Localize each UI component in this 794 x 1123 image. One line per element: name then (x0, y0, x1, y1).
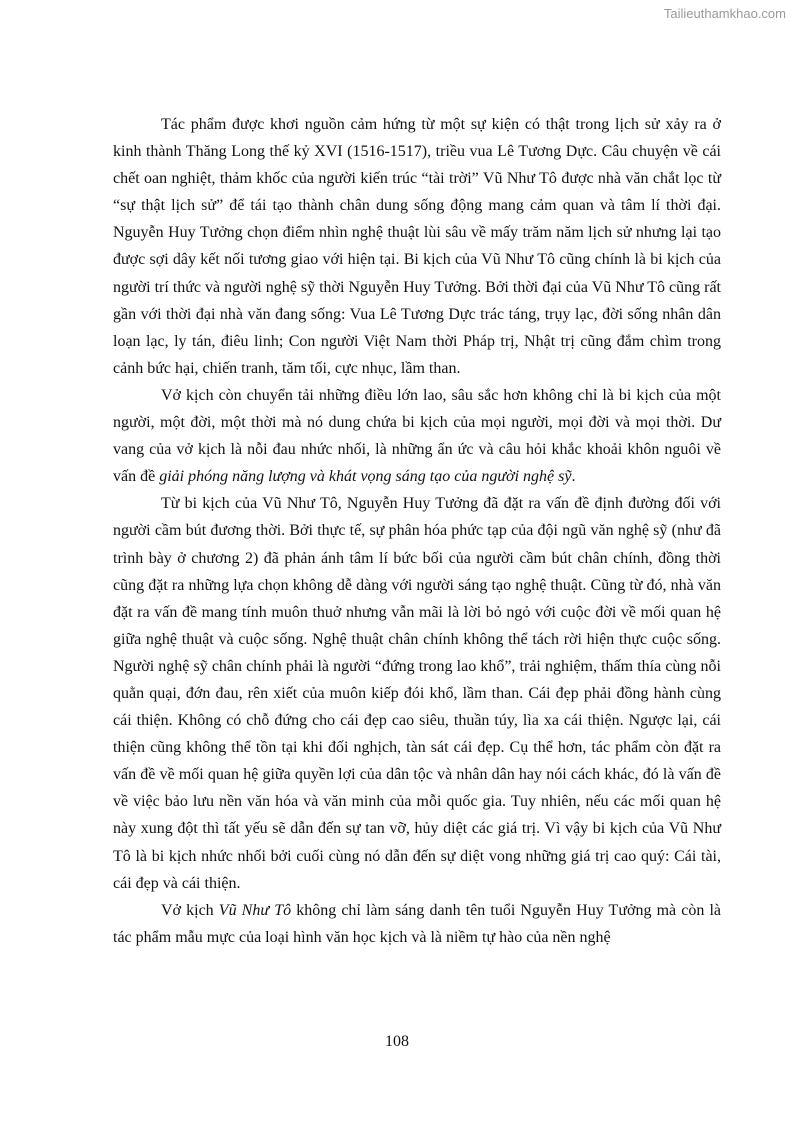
document-body (113, 111, 721, 951)
italic-text-segment: Vũ Như Tô (218, 901, 292, 919)
text-segment: Vở kịch còn chuyển tải những điều lớn lao, sâu sắc hơn không chỉ là bi kịch của một người, một đời, một thời mà nó dung chứa bi kịch của mọi người, mọi đời và mọi thời. Dư vang của vở kịch là nỗi đau nhức nhối, là những ẩn ức và câu hỏi khắc khoải khôn nguôi về vấn đề (113, 386, 721, 486)
paragraph (113, 382, 721, 490)
paragraph (113, 897, 721, 951)
page-number: 108 (385, 1033, 409, 1050)
paragraph (113, 490, 721, 896)
text-segment: Tác phẩm được khơi nguồn cảm hứng từ một sự kiện có thật trong lịch sử xảy ra ở kinh thành Thăng Long thế kỷ XVI (1516-1517), triều vua Lê Tương Dực. Câu chuyện về cái chết oan nghiệt, thảm khốc của người kiến trúc “tài trời” Vũ Như Tô được nhà văn chắt lọc từ “sự thật lịch sử” để tái tạo thành chân dung sống động mang cảm quan và tâm lí thời đại. Nguyễn Huy Tưởng chọn điểm nhìn nghệ thuật lùi sâu về mấy trăm năm lịch sử nhưng lại tạo được sợi dây kết nối tương giao với hiện tại. Bi kịch của Vũ Như Tô cũng chính là bi kịch của người trí thức và người nghệ sỹ thời Nguyễn Huy Tưởng. Bởi thời đại của Vũ Như Tô cũng rất gần với thời đại nhà văn đang sống: Vua Lê Tương Dực trác táng, trụy lạc, đời sống nhân dân loạn lạc, ly tán, điêu linh; Con người Việt Nam thời Pháp trị, Nhật trị cũng đắm chìm trong cảnh bức hại, chiến tranh, tăm tối, cực nhục, lầm than. (113, 116, 721, 377)
text-segment: Vở kịch (161, 901, 219, 919)
text-segment: không chỉ làm sáng danh tên tuổi Nguyễn Huy Tưởng mà còn là tác phẩm mẫu mực của loại hình văn học kịch và là niềm tự hào của nền nghệ (113, 901, 721, 946)
text-segment: . (571, 468, 576, 486)
text-segment: Từ bi kịch của Vũ Như Tô, Nguyễn Huy Tưởng đã đặt ra vấn đề định đường đối với người cầm bút đương thời. Bởi thực tế, sự phân hóa phức tạp của đội ngũ văn nghệ sỹ (như đã trình bày ở chương 2) đã phản ánh tâm lí bức bối của người cầm bút chân chính, đồng thời cũng đặt ra những lựa chọn không dễ dàng với người sáng tạo nghệ thuật. Cũng từ đó, nhà văn đặt ra vấn đề mang tính muôn thuở nhưng vẫn mãi là lời bỏ ngỏ với cuộc đời về mối quan hệ giữa nghệ thuật và cuộc sống. Nghệ thuật chân chính không thể tách rời hiện thực cuộc sống. Người nghệ sỹ chân chính phải là người “đứng trong lao khổ”, trải nghiệm, thấm thía cùng nỗi quằn quại, đớn đau, rên xiết của muôn kiếp đói khổ, lầm than. Cái đẹp phải đồng hành cùng cái thiện. Không có chỗ đứng cho cái đẹp cao siêu, thuần túy, lìa xa cái thiện. Ngược lại, cái thiện cũng không thể tồn tại khi đối nghịch, tàn sát cái đẹp. Cụ thể hơn, tác phẩm còn đặt ra vấn đề về mối quan hệ giữa quyền lợi của dân tộc và nhân dân hay nói cách khác, đó là vấn đề về việc bảo lưu nền văn hóa và văn minh của mỗi quốc gia. Tuy nhiên, nếu các mối quan hệ này xung đột thì tất yếu sẽ dẫn đến sự tan vỡ, hủy diệt các giá trị. Vì vậy bi kịch của Vũ Như Tô là bi kịch nhức nhối bởi cuối cùng nó dẫn đến sự diệt vong những giá trị cao quý: Cái tài, cái đẹp và cái thiện. (113, 495, 721, 892)
watermark-text: Tailieuthamkhao.com (663, 6, 786, 21)
italic-text-segment: giải phóng năng lượng và khát vọng sáng tạo của người nghệ sỹ (159, 468, 572, 486)
paragraph (113, 111, 721, 382)
